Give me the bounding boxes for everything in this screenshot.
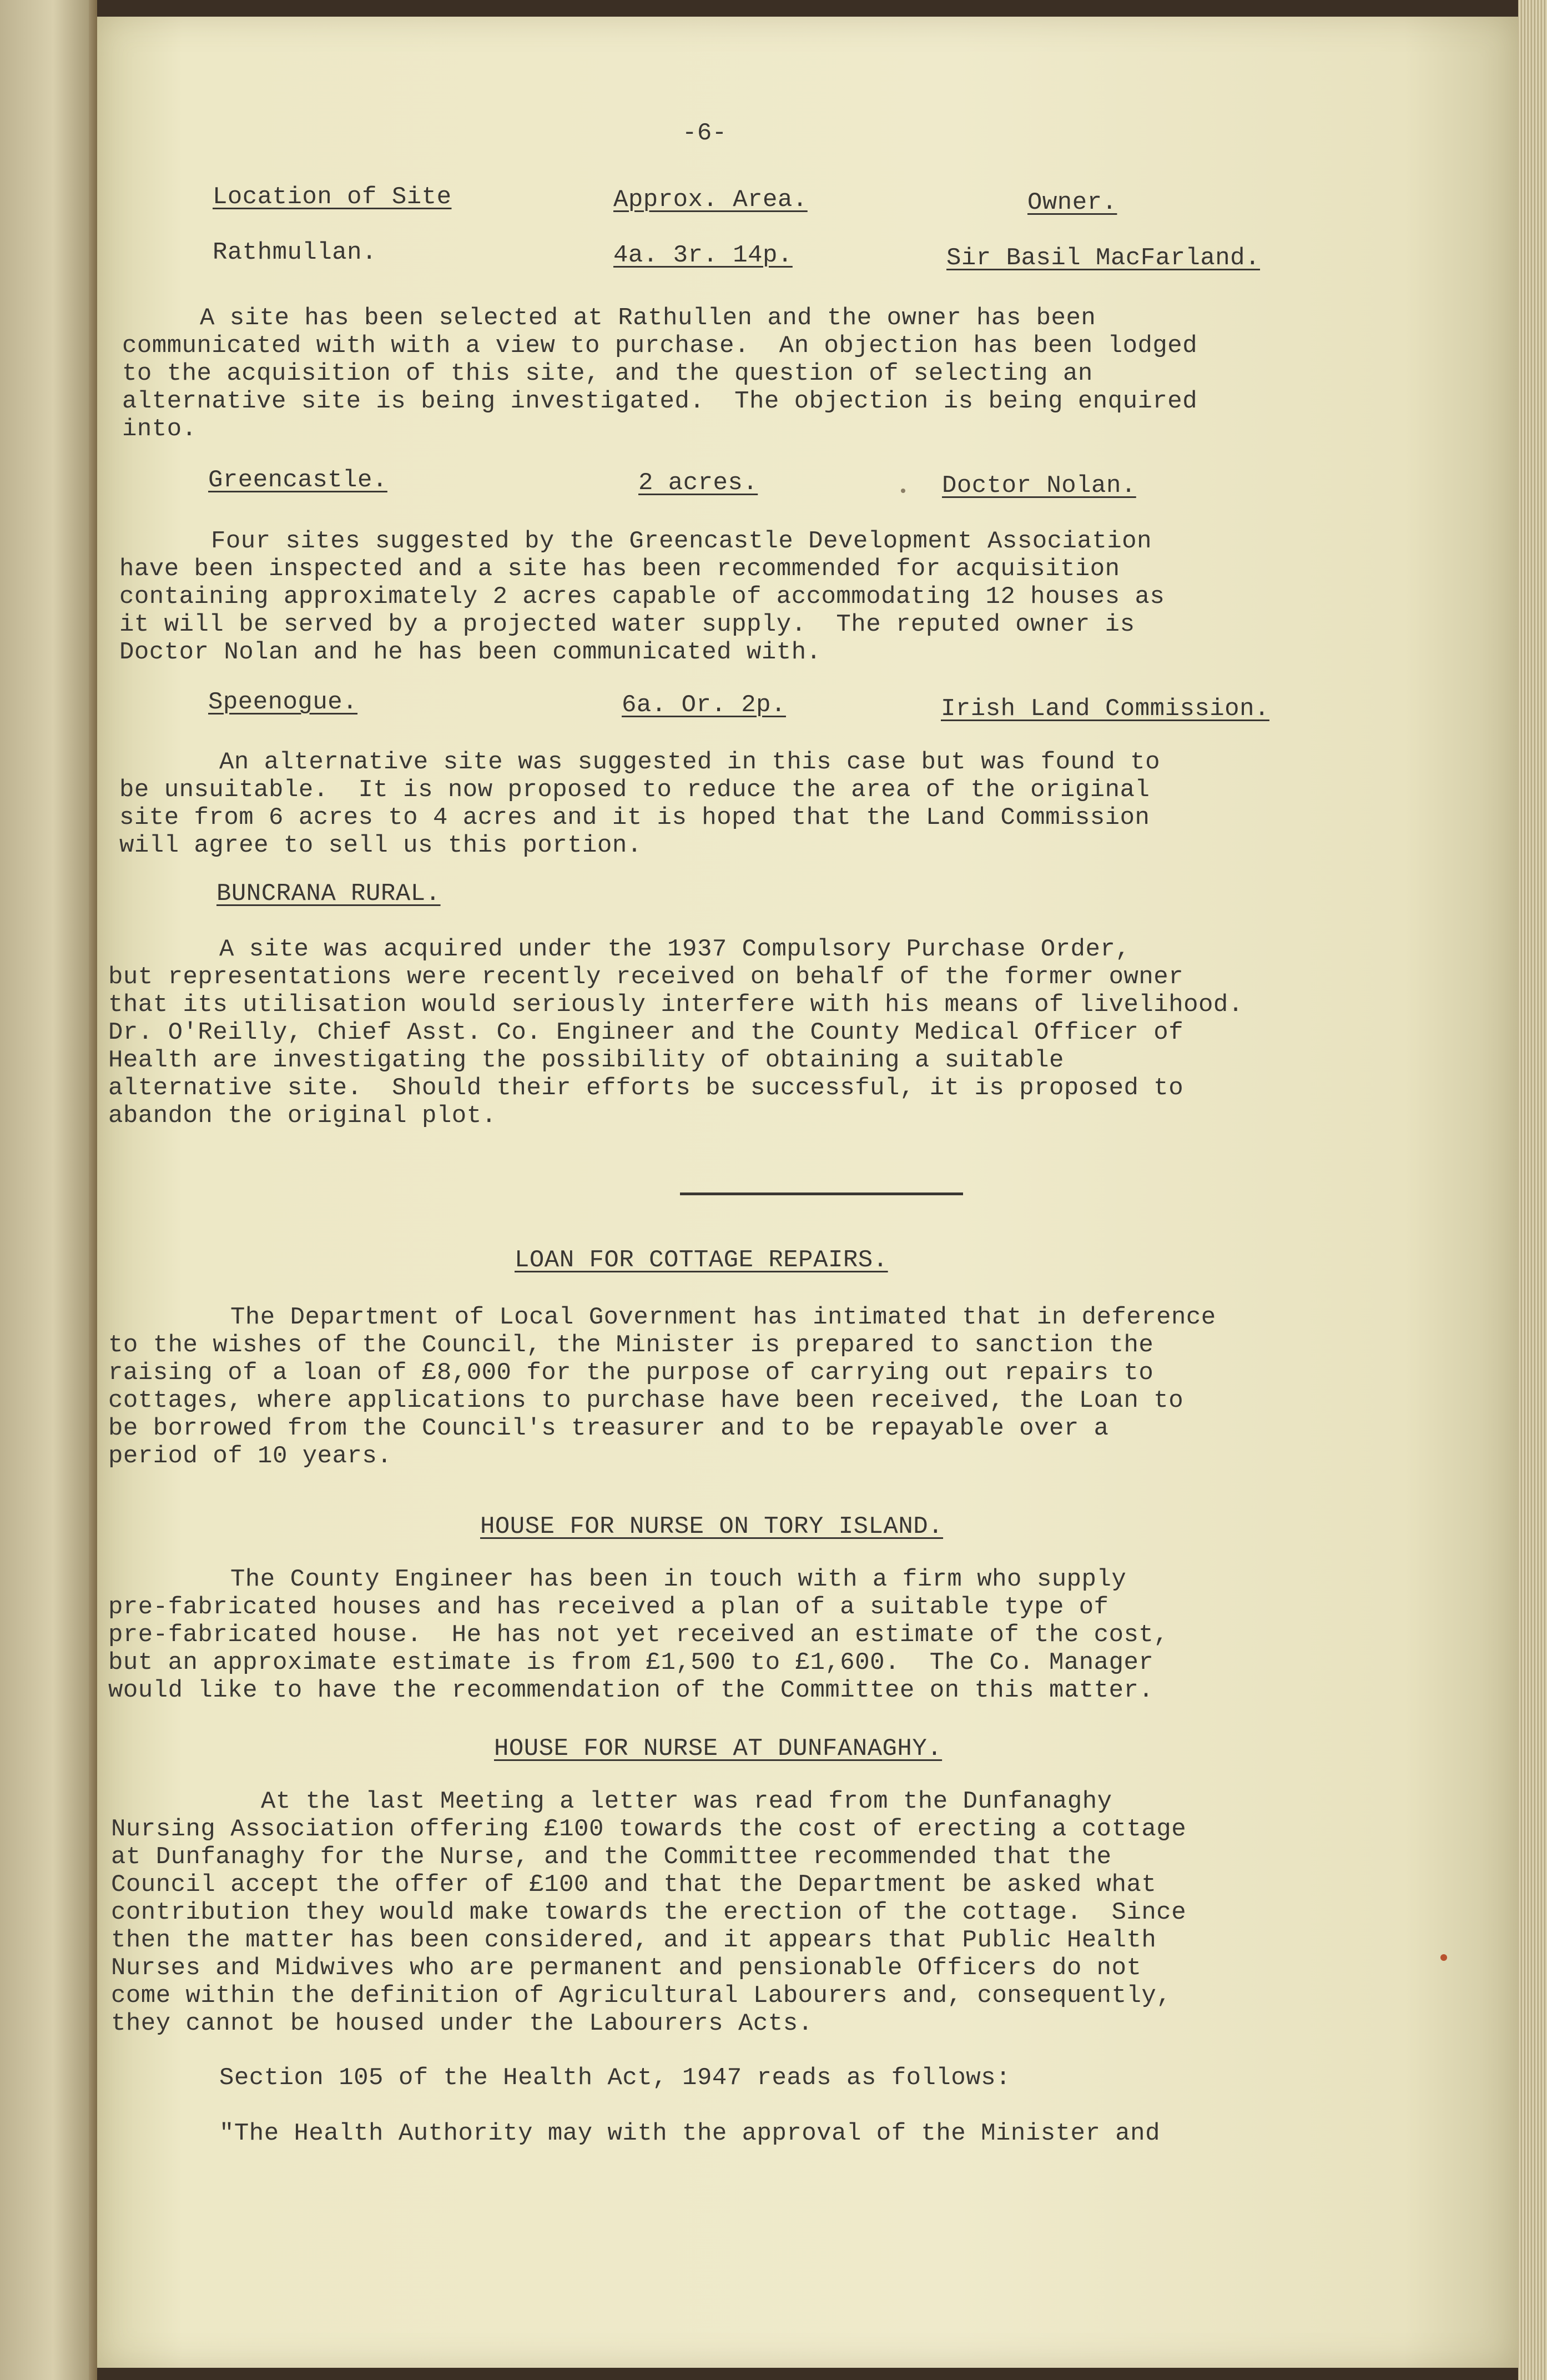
page-edges bbox=[1518, 0, 1547, 2380]
text-line: come within the definition of Agricultural Labourers and, consequently, bbox=[111, 1982, 1172, 2010]
text-line: pre-fabricated house. He has not yet received an estimate of the cost, bbox=[108, 1621, 1169, 1649]
section-heading: LOAN FOR COTTAGE REPAIRS. bbox=[515, 1246, 888, 1274]
header-area: Approx. Area. bbox=[613, 186, 808, 214]
site-location: Rathmullan. bbox=[213, 239, 377, 266]
ink-spot bbox=[1440, 1954, 1447, 1961]
site-owner: Irish Land Commission. bbox=[941, 695, 1269, 723]
text-line: Health are investigating the possibility of obtaining a suitable bbox=[108, 1046, 1064, 1074]
text-line: The Department of Local Government has intimated that in deference bbox=[230, 1304, 1216, 1331]
text-line: to the wishes of the Council, the Minister is prepared to sanction the bbox=[108, 1331, 1154, 1359]
text-line: have been inspected and a site has been recommended for acquisition bbox=[119, 555, 1120, 583]
text-line: into. bbox=[122, 415, 197, 443]
text-line: will agree to sell us this portion. bbox=[119, 832, 642, 859]
text-line: Nursing Association offering £100 towards the cost of erecting a cottage bbox=[111, 1815, 1187, 1843]
text-line: they cannot be housed under the Labourers Acts. bbox=[111, 2010, 813, 2037]
ink-spot bbox=[901, 489, 905, 493]
text-line: at Dunfanaghy for the Nurse, and the Committee recommended that the bbox=[111, 1843, 1112, 1871]
text-line: pre-fabricated houses and has received a plan of a suitable type of bbox=[108, 1593, 1109, 1621]
divider-rule bbox=[680, 1192, 963, 1195]
text-line: abandon the original plot. bbox=[108, 1102, 497, 1130]
site-area: 4a. 3r. 14p. bbox=[613, 241, 793, 269]
section-heading: BUNCRANA RURAL. bbox=[216, 880, 441, 908]
text-line: alternative site. Should their efforts be successful, it is proposed to bbox=[108, 1074, 1184, 1102]
text-line: Dr. O'Reilly, Chief Asst. Co. Engineer and the County Medical Officer of bbox=[108, 1019, 1184, 1046]
text-line: cottages, where applications to purchase have been received, the Loan to bbox=[108, 1387, 1184, 1415]
text-line: alternative site is being investigated. The objection is being enquired bbox=[122, 388, 1198, 415]
text-line: raising of a loan of £8,000 for the purpose of carrying out repairs to bbox=[108, 1359, 1154, 1387]
document-page bbox=[97, 17, 1518, 2368]
site-owner: Sir Basil MacFarland. bbox=[946, 244, 1260, 272]
text-line: Nurses and Midwives who are permanent and pensionable Officers do not bbox=[111, 1954, 1142, 1982]
text-line: but an approximate estimate is from £1,500 to £1,600. The Co. Manager bbox=[108, 1649, 1154, 1677]
text-line: Council accept the offer of £100 and that the Department be asked what bbox=[111, 1871, 1157, 1899]
text-line: to the acquisition of this site, and the question of selecting an bbox=[122, 360, 1093, 388]
text-line: be unsuitable. It is now proposed to reduce the area of the original bbox=[119, 776, 1150, 804]
site-owner: Doctor Nolan. bbox=[942, 472, 1136, 500]
text-line: The County Engineer has been in touch with a firm who supply bbox=[230, 1566, 1127, 1593]
text-line: that its utilisation would seriously interfere with his means of livelihood. bbox=[108, 991, 1243, 1019]
header-location: Location of Site bbox=[213, 183, 452, 211]
text-line: A site was acquired under the 1937 Compulsory Purchase Order, bbox=[219, 935, 1131, 963]
text-line: Doctor Nolan and he has been communicated with. bbox=[119, 638, 822, 666]
text-line: contribution they would make towards the erection of the cottage. Since bbox=[111, 1899, 1187, 1926]
text-line: At the last Meeting a letter was read from the Dunfanaghy bbox=[261, 1788, 1112, 1815]
text-line: An alternative site was suggested in this case but was found to bbox=[219, 748, 1160, 776]
text-line: Four sites suggested by the Greencastle Development Association bbox=[211, 527, 1152, 555]
page-number: -6- bbox=[682, 119, 727, 147]
text-line: it will be served by a projected water supply. The reputed owner is bbox=[119, 611, 1135, 638]
text-line: would like to have the recommendation of the Committee on this matter. bbox=[108, 1677, 1154, 1704]
section-intro: Section 105 of the Health Act, 1947 reads as follows: bbox=[219, 2064, 1011, 2092]
previous-page-edge bbox=[0, 0, 89, 2380]
section-heading: HOUSE FOR NURSE AT DUNFANAGHY. bbox=[494, 1735, 943, 1763]
site-location: Greencastle. bbox=[208, 466, 387, 494]
text-line: site from 6 acres to 4 acres and it is hoped that the Land Commission bbox=[119, 804, 1150, 832]
site-area: 2 acres. bbox=[638, 469, 758, 497]
header-owner: Owner. bbox=[1027, 189, 1117, 217]
text-line: containing approximately 2 acres capable of accommodating 12 houses as bbox=[119, 583, 1165, 611]
text-line: then the matter has been considered, and it appears that Public Health bbox=[111, 1926, 1157, 1954]
text-line: period of 10 years. bbox=[108, 1442, 392, 1470]
text-line: A site has been selected at Rathullen and the owner has been bbox=[200, 304, 1096, 332]
site-area: 6a. Or. 2p. bbox=[622, 691, 786, 719]
text-line: but representations were recently received on behalf of the former owner bbox=[108, 963, 1184, 991]
site-location: Speenogue. bbox=[208, 688, 358, 716]
quote-line: "The Health Authority may with the approval of the Minister and bbox=[219, 2120, 1160, 2147]
section-heading: HOUSE FOR NURSE ON TORY ISLAND. bbox=[480, 1513, 944, 1541]
text-line: be borrowed from the Council's treasurer and to be repayable over a bbox=[108, 1415, 1109, 1442]
text-line: communicated with with a view to purchase. An objection has been lodged bbox=[122, 332, 1198, 360]
